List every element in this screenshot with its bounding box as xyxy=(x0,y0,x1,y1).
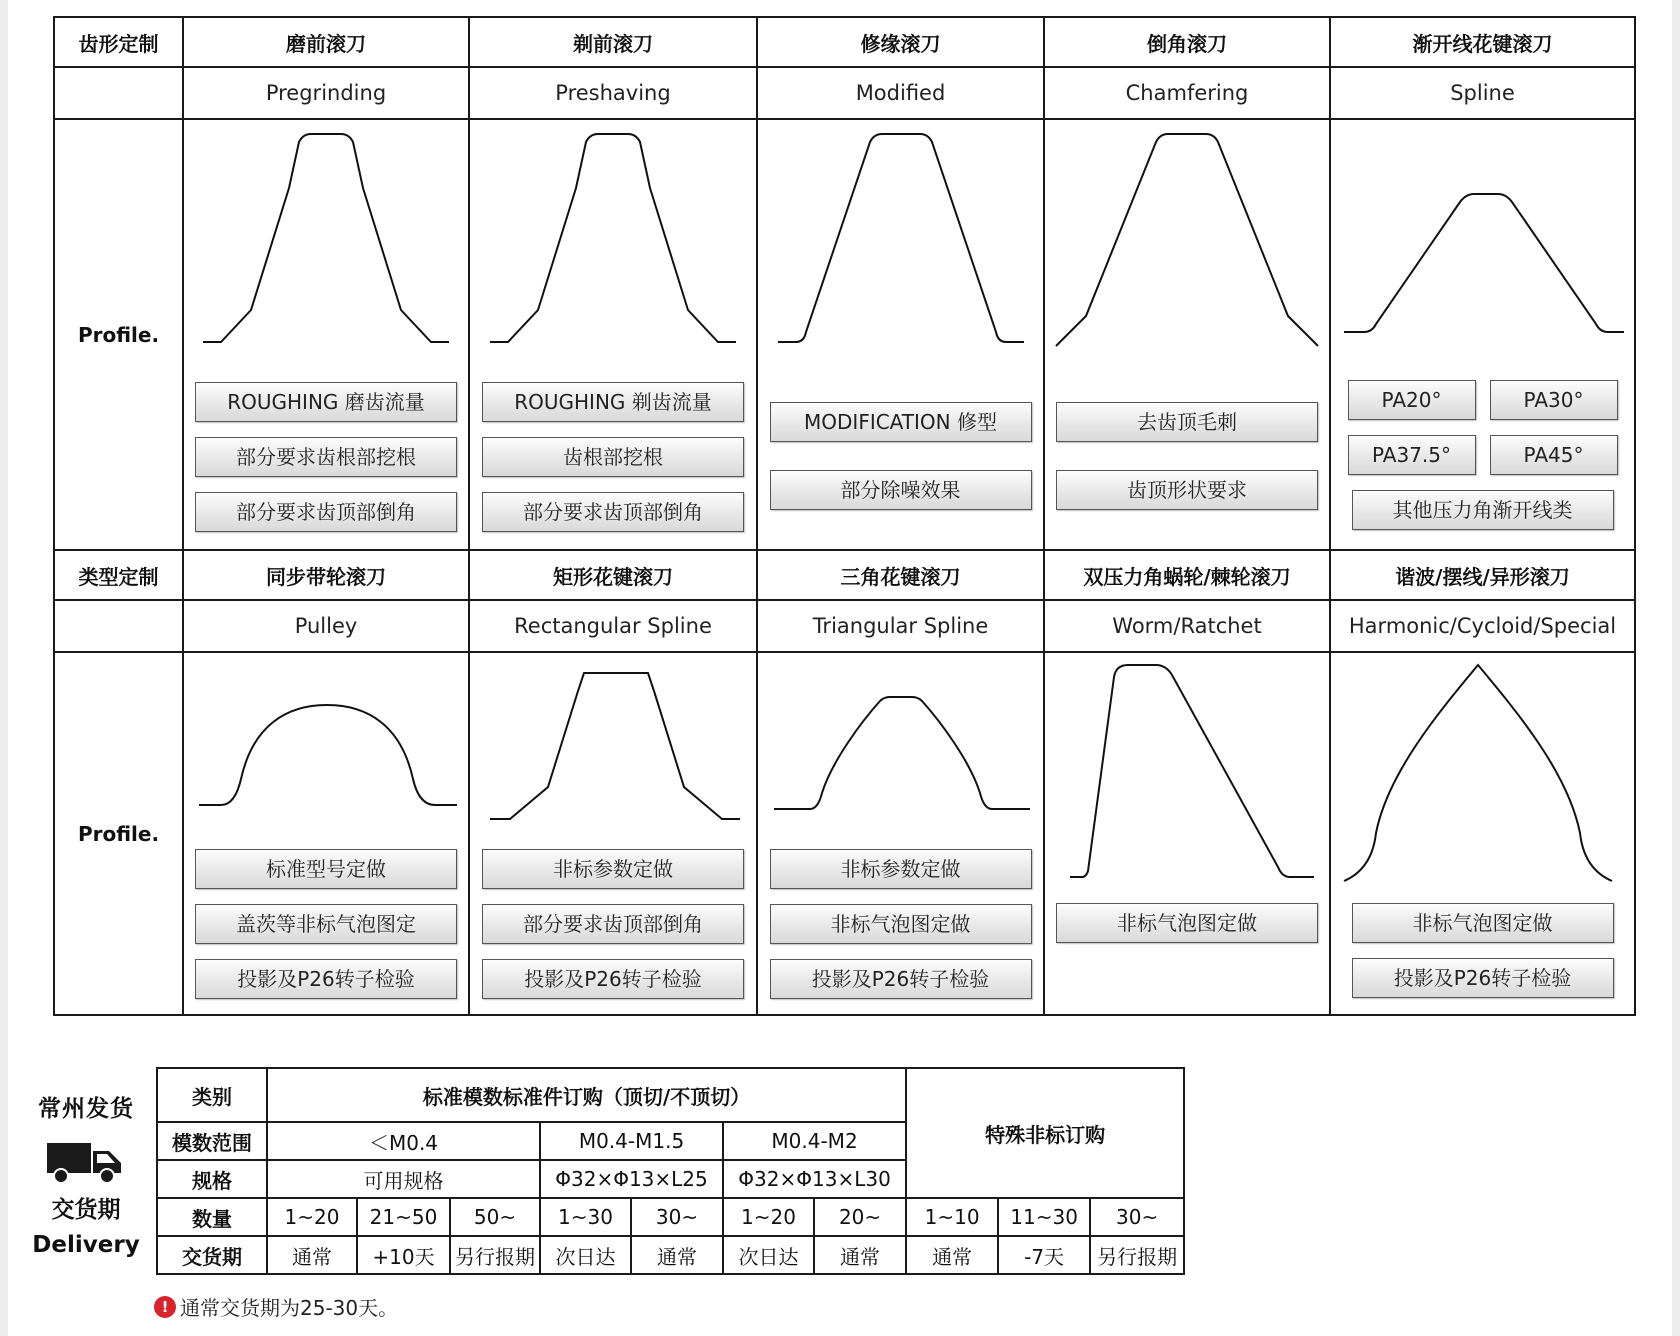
tooth-profile-pregrinding-icon xyxy=(191,120,461,360)
pressure-angle-row xyxy=(1331,380,1634,420)
profile-cell-chamfering xyxy=(1044,119,1330,550)
quantity-cell: 50~ xyxy=(450,1198,540,1236)
feature-tag: 齿根部挖根 xyxy=(482,437,744,477)
tooth-profile-spline-icon xyxy=(1338,120,1628,360)
row-label-tooth-custom: 齿形定制 xyxy=(54,17,183,67)
module-range-cell: ＜M0.4 xyxy=(267,1122,540,1160)
col-header-en: Worm/Ratchet xyxy=(1044,600,1330,652)
pa-tag: PA30° xyxy=(1490,380,1618,420)
tooth-profile-modified-icon xyxy=(766,120,1036,360)
col-header-cn: 矩形花键滚刀 xyxy=(469,550,757,600)
lead-time-cell: +10天 xyxy=(357,1236,450,1274)
quantity-cell: 30~ xyxy=(1090,1198,1184,1236)
feature-tag: ROUGHING 磨齿流量 xyxy=(195,382,457,422)
quantity-cell: 21~50 xyxy=(357,1198,450,1236)
pa-tag: PA37.5° xyxy=(1348,435,1476,475)
row-header-spec: 规格 xyxy=(157,1160,267,1198)
delivery-title: 常州发货 xyxy=(38,1096,134,1122)
col-header-en: Pregrinding xyxy=(183,67,469,119)
feature-tag: 去齿顶毛刺 xyxy=(1056,402,1318,442)
col-header-cn: 修缘滚刀 xyxy=(757,17,1044,67)
top-profile-row xyxy=(54,119,1635,550)
feature-tag: MODIFICATION 修型 xyxy=(770,402,1032,442)
profile-cell-rectangular-spline xyxy=(469,652,757,1015)
col-header-en: Spline xyxy=(1330,67,1635,119)
quantity-cell: 20~ xyxy=(814,1198,906,1236)
delivery-block xyxy=(30,1090,142,1258)
lead-time-cell: 次日达 xyxy=(540,1236,631,1274)
profile-cell-triangular-spline xyxy=(757,652,1044,1015)
feature-tag: 部分要求齿根部挖根 xyxy=(195,437,457,477)
row-label-type-custom: 类型定制 xyxy=(54,550,183,600)
bottom-header-en-row xyxy=(54,600,1635,652)
profile-cell-modified xyxy=(757,119,1044,550)
feature-tag: 投影及P26转子检验 xyxy=(770,959,1032,999)
profile-cell-spline xyxy=(1330,119,1635,550)
delivery-subtitle-cn: 交货期 xyxy=(51,1197,121,1223)
top-header-row xyxy=(54,17,1635,67)
quantity-cell: 1~30 xyxy=(540,1198,631,1236)
feature-tag: 投影及P26转子检验 xyxy=(1352,958,1614,998)
feature-tag: 盖茨等非标气泡图定 xyxy=(195,904,457,944)
module-range-cell: M0.4-M2 xyxy=(723,1122,906,1160)
col-header-cn: 渐开线花键滚刀 xyxy=(1330,17,1635,67)
col-header-en: Pulley xyxy=(183,600,469,652)
feature-tag: 投影及P26转子检验 xyxy=(195,959,457,999)
spec-cell: Φ32×Φ13×L30 xyxy=(723,1160,906,1198)
tooth-profile-pulley-icon xyxy=(191,653,461,833)
profile-cell-harmonic xyxy=(1330,652,1635,1015)
lead-time-note xyxy=(154,1292,398,1321)
tooth-profile-preshaving-icon xyxy=(478,120,748,360)
col-header-cn: 同步带轮滚刀 xyxy=(183,550,469,600)
empty-cell xyxy=(54,67,183,119)
feature-tag: 部分要求齿顶部倒角 xyxy=(195,492,457,532)
feature-tag: 投影及P26转子检验 xyxy=(482,959,744,999)
tooth-profile-rectangular-spline-icon xyxy=(478,653,748,833)
profile-label: Profile. xyxy=(54,119,183,550)
lead-time-cell: 次日达 xyxy=(723,1236,814,1274)
empty-cell xyxy=(54,600,183,652)
col-header-en: Chamfering xyxy=(1044,67,1330,119)
col-header-cn: 谐波/摆线/异形滚刀 xyxy=(1330,550,1635,600)
order-table xyxy=(156,1067,1185,1275)
col-header-en: Rectangular Spline xyxy=(469,600,757,652)
special-order-header: 特殊非标订购 xyxy=(906,1068,1184,1198)
spec-cell: Φ32×Φ13×L25 xyxy=(540,1160,723,1198)
lead-time-cell: -7天 xyxy=(998,1236,1090,1274)
warning-icon: ! xyxy=(154,1296,176,1318)
profile-table xyxy=(53,16,1636,1016)
spec-cell: 可用规格 xyxy=(267,1160,540,1198)
feature-tag: 标准型号定做 xyxy=(195,849,457,889)
quantity-cell: 30~ xyxy=(631,1198,723,1236)
quantity-cell: 1~20 xyxy=(267,1198,357,1236)
quantity-cell: 11~30 xyxy=(998,1198,1090,1236)
feature-tag: ROUGHING 剃齿流量 xyxy=(482,382,744,422)
feature-tag: 非标气泡图定做 xyxy=(770,904,1032,944)
lead-time-cell: 另行报期 xyxy=(1090,1236,1184,1274)
profile-label: Profile. xyxy=(54,652,183,1015)
col-header-cn: 磨前滚刀 xyxy=(183,17,469,67)
feature-tag: 非标气泡图定做 xyxy=(1352,903,1614,943)
standard-order-header: 标准模数标准件订购（顶切/不顶切） xyxy=(267,1068,906,1122)
feature-tag: 非标参数定做 xyxy=(482,849,744,889)
col-header-cn: 双压力角蜗轮/棘轮滚刀 xyxy=(1044,550,1330,600)
profile-cell-pulley xyxy=(183,652,469,1015)
col-header-en: Triangular Spline xyxy=(757,600,1044,652)
profile-cell-preshaving xyxy=(469,119,757,550)
lead-time-cell: 通常 xyxy=(631,1236,723,1274)
quantity-cell: 1~10 xyxy=(906,1198,998,1236)
feature-tag: 其他压力角渐开线类 xyxy=(1352,490,1614,530)
row-header-lead-time: 交货期 xyxy=(157,1236,267,1274)
lead-time-cell: 通常 xyxy=(814,1236,906,1274)
truck-icon xyxy=(47,1139,125,1185)
pa-tag: PA45° xyxy=(1490,435,1618,475)
page-sheet xyxy=(8,0,1672,1336)
feature-tag: 非标气泡图定做 xyxy=(1056,903,1318,943)
row-header-module: 模数范围 xyxy=(157,1122,267,1160)
top-header-en-row xyxy=(54,67,1635,119)
col-header-en: Modified xyxy=(757,67,1044,119)
row-header-category: 类别 xyxy=(157,1068,267,1122)
row-header-quantity: 数量 xyxy=(157,1198,267,1236)
profile-cell-pregrinding xyxy=(183,119,469,550)
lead-time-cell: 另行报期 xyxy=(450,1236,540,1274)
feature-tag: 部分除噪效果 xyxy=(770,470,1032,510)
col-header-cn: 剃前滚刀 xyxy=(469,17,757,67)
lead-time-cell: 通常 xyxy=(267,1236,357,1274)
feature-tag: 部分要求齿顶部倒角 xyxy=(482,492,744,532)
pressure-angle-row xyxy=(1331,435,1634,475)
bottom-header-row xyxy=(54,550,1635,600)
profile-cell-worm-ratchet xyxy=(1044,652,1330,1015)
col-header-cn: 倒角滚刀 xyxy=(1044,17,1330,67)
pa-tag: PA20° xyxy=(1348,380,1476,420)
tooth-profile-triangular-spline-icon xyxy=(766,653,1036,833)
feature-tag: 非标参数定做 xyxy=(770,849,1032,889)
col-header-cn: 三角花键滚刀 xyxy=(757,550,1044,600)
lead-time-cell: 通常 xyxy=(906,1236,998,1274)
feature-tag: 部分要求齿顶部倒角 xyxy=(482,904,744,944)
feature-tag: 齿顶形状要求 xyxy=(1056,470,1318,510)
tooth-profile-chamfering-icon xyxy=(1052,120,1322,360)
quantity-cell: 1~20 xyxy=(723,1198,814,1236)
delivery-subtitle-en: Delivery xyxy=(32,1232,140,1258)
note-text: 通常交货期为25-30天。 xyxy=(180,1296,399,1320)
tooth-profile-harmonic-icon xyxy=(1338,653,1628,887)
module-range-cell: M0.4-M1.5 xyxy=(540,1122,723,1160)
tooth-profile-worm-ratchet-icon xyxy=(1052,653,1322,887)
col-header-en: Preshaving xyxy=(469,67,757,119)
bottom-profile-row xyxy=(54,652,1635,1015)
col-header-en: Harmonic/Cycloid/Special xyxy=(1330,600,1635,652)
